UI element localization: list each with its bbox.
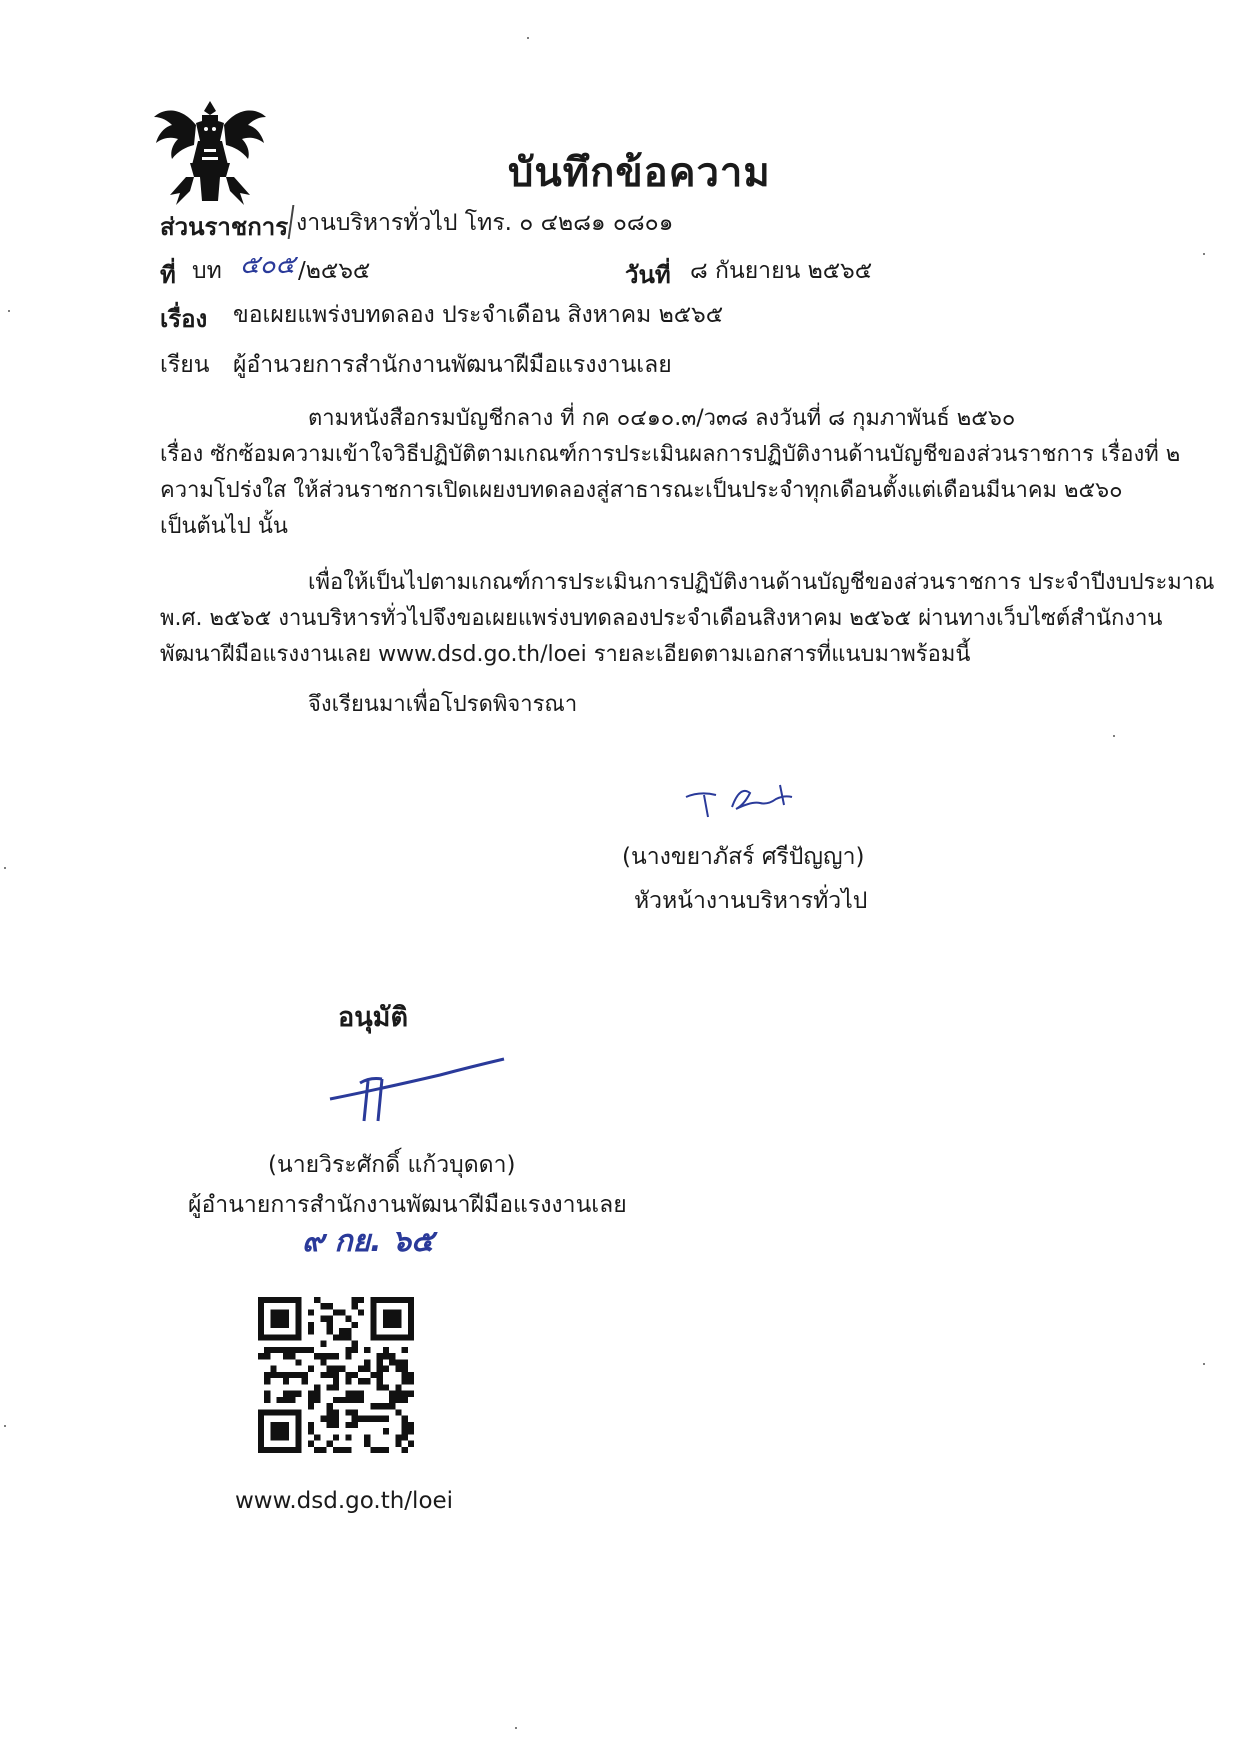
scan-speck — [8, 310, 10, 312]
signature-approver — [320, 1055, 510, 1125]
reference-suffix: /๒๕๖๕ — [298, 258, 371, 284]
qr-code-icon — [258, 1297, 414, 1453]
to-label: เรียน — [160, 352, 210, 378]
subject-label: เรื่อง — [160, 305, 208, 333]
memo-title: บันทึกข้อความ — [508, 150, 771, 196]
approver-position: ผู้อำนายการสำนักงานพัฒนาฝีมือแรงงานเลย — [188, 1192, 627, 1218]
scan-speck — [527, 37, 529, 39]
department-value: งานบริหารทั่วไป โทร. ๐ ๔๒๘๑ ๐๘๐๑ — [296, 210, 674, 236]
scan-speck — [515, 1727, 517, 1729]
department-label: ส่วนราชการ — [160, 213, 289, 241]
paragraph-2-line-1: เพื่อให้เป็นไปตามเกณฑ์การประเมินการปฏิบัติงานด้านบัญชีของส่วนราชการ ประจำปีงบประมาณ — [308, 570, 1215, 595]
footer-url: www.dsd.go.th/loei — [235, 1488, 454, 1514]
paragraph-1-line-4: เป็นต้นไป นั้น — [160, 514, 288, 539]
paragraph-1-line-3: ความโปร่งใส ให้ส่วนราชการเปิดเผยงบทดลองสู่สาธารณะเป็นประจำทุกเดือนตั้งแต่เดือนมีนาคม ๒๕๖๐ — [160, 478, 1123, 503]
approval-label: อนุมัติ — [338, 1002, 409, 1033]
reference-handwritten-number: ๕๐๕ — [240, 250, 296, 280]
subject-value: ขอเผยแพร่งบทดลอง ประจำเดือน สิงหาคม ๒๕๖๕ — [233, 302, 724, 328]
signer-1-name: (นางขยาภัสร์ ศรีปัญญา) — [622, 844, 865, 870]
signer-1-position: หัวหน้างานบริหารทั่วไป — [634, 888, 868, 914]
scan-speck — [1203, 1363, 1205, 1365]
date-value: ๘ กันยายน ๒๕๖๕ — [690, 258, 873, 284]
closing-line: จึงเรียนมาเพื่อโปรดพิจารณา — [308, 692, 578, 717]
reference-prefix: บท — [192, 258, 222, 284]
reference-label: ที่ — [160, 261, 176, 289]
paragraph-2-line-2: พ.ศ. ๒๕๖๕ งานบริหารทั่วไปจึงขอเผยแพร่งบทดลองประจำเดือนสิงหาคม ๒๕๖๕ ผ่านทางเว็บไซต์สำนักงาน — [160, 606, 1163, 631]
scan-speck — [1113, 735, 1115, 737]
scan-speck — [1203, 253, 1205, 255]
scan-speck — [4, 867, 6, 869]
approval-handwritten-date: ๙ กย. ๖๕ — [302, 1224, 434, 1259]
garuda-emblem-icon — [150, 95, 270, 210]
date-label: วันที่ — [625, 261, 671, 289]
paragraph-2-line-3: พัฒนาฝีมือแรงงานเลย www.dsd.go.th/loei รายละเอียดตามเอกสารที่แนบมาพร้อมนี้ — [160, 642, 971, 667]
signature-1 — [680, 775, 810, 825]
paragraph-1-line-2: เรื่อง ซักซ้อมความเข้าใจวิธีปฏิบัติตามเกณฑ์การประเมินผลการปฏิบัติงานด้านบัญชีของส่วนราชการ เรื่องที่ ๒ — [160, 442, 1181, 467]
to-value: ผู้อำนวยการสำนักงานพัฒนาฝีมือแรงงานเลย — [233, 352, 672, 378]
paragraph-1-line-1: ตามหนังสือกรมบัญชีกลาง ที่ กค ๐๔๑๐.๓/ว๓๘ ลงวันที่ ๘ กุมภาพันธ์ ๒๕๖๐ — [308, 406, 1016, 431]
approver-name: (นายวิระศักดิ์ แก้วบุดดา) — [268, 1152, 516, 1178]
scan-speck — [4, 1425, 6, 1427]
